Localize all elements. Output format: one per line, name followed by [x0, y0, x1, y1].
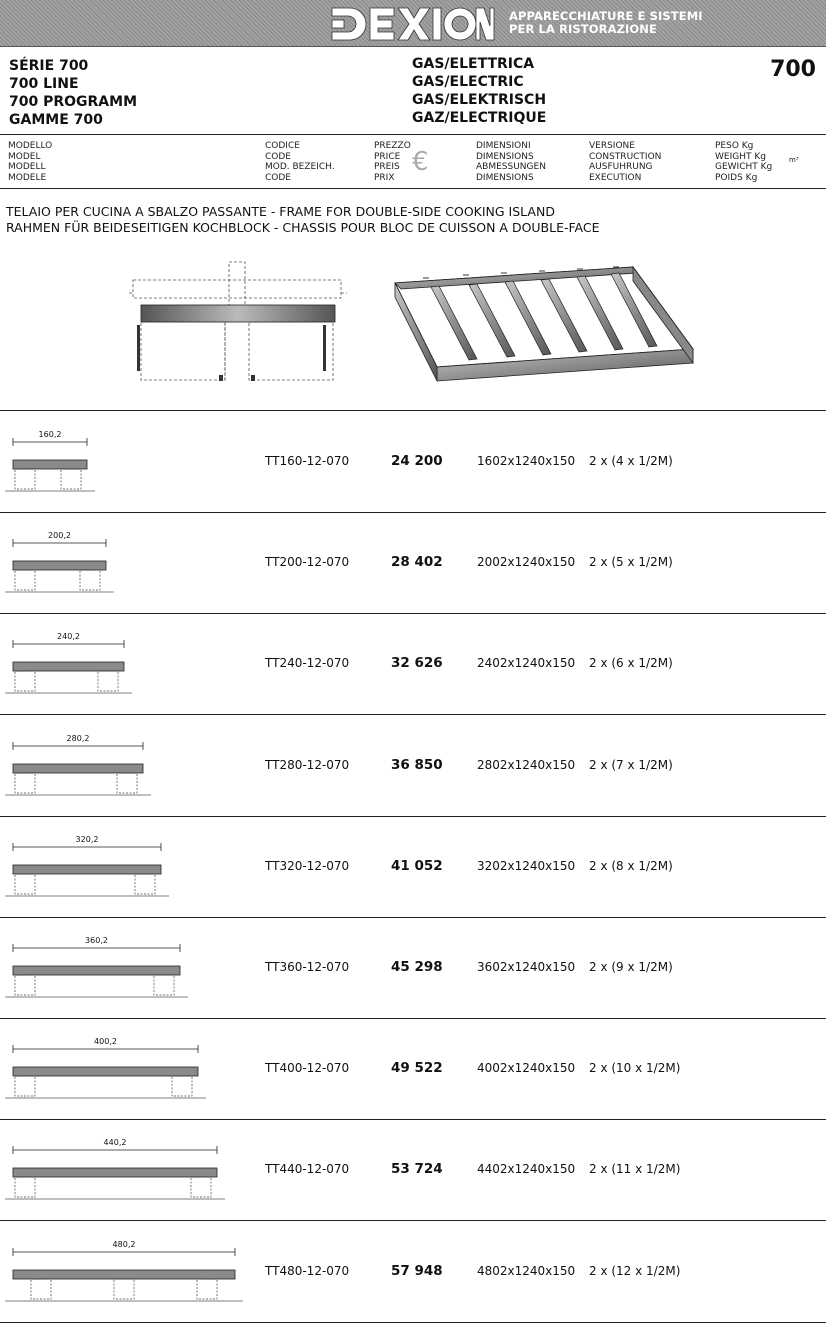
- series-name: SÉRIE 700: [9, 58, 89, 74]
- product-code: TT400-12-070: [265, 1061, 350, 1076]
- cabinet-outline: [15, 874, 35, 894]
- column-label: ABMESSUNGEN: [476, 162, 546, 172]
- frame-length-sketch: [0, 512, 260, 612]
- column-price: [374, 141, 411, 183]
- product-code: TT240-12-070: [265, 656, 350, 671]
- product-dimensions: 4402x1240x150: [477, 1162, 576, 1177]
- product-dimensions: 2402x1240x150: [477, 656, 576, 671]
- frame-length-label: 440,2: [103, 1138, 127, 1148]
- series-type: GAS/ELEKTRISCH: [412, 92, 547, 108]
- cabinet-outline: [135, 874, 155, 894]
- product-price: 53 724: [391, 1161, 443, 1178]
- column-code: [265, 141, 335, 183]
- frame-isometric-illustration: [393, 263, 695, 387]
- section-title: [6, 204, 600, 236]
- product-dimensions: 2802x1240x150: [477, 757, 576, 772]
- cabinet-outline: [117, 773, 137, 793]
- column-label: DIMENSIONS: [476, 151, 534, 162]
- column-label: PRIX: [374, 172, 395, 183]
- series-name: GAMME 700: [9, 112, 103, 128]
- euro-icon: €: [412, 147, 429, 177]
- frame-length-sketch: [0, 613, 260, 713]
- column-label: DIMENSIONI: [476, 141, 531, 151]
- product-code: TT440-12-070: [265, 1162, 350, 1177]
- product-execution: 2 x (10 x 1/2M): [589, 1061, 681, 1076]
- column-label: PREIS: [374, 162, 400, 172]
- product-code: TT160-12-070: [265, 454, 350, 468]
- column-dimensions: [476, 141, 546, 183]
- series-name: 700 PROGRAMM: [9, 94, 138, 110]
- column-label: GEWICHT Kg: [715, 162, 773, 172]
- frame-bar: [13, 561, 106, 570]
- column-label: VERSIONE: [589, 141, 635, 151]
- product-execution: 2 x (5 x 1/2M): [589, 555, 673, 570]
- series-type: GAZ/ELECTRIQUE: [412, 110, 547, 126]
- cabinet-outline: [172, 1076, 192, 1096]
- frame-length-label: 160,2: [38, 430, 62, 439]
- frame-bar: [13, 764, 143, 773]
- column-label: MODEL: [8, 151, 41, 162]
- brand-header: [0, 0, 826, 47]
- cabinet-outline: [191, 1177, 211, 1197]
- cabinet-outline: [15, 570, 35, 590]
- product-row: [0, 715, 826, 817]
- product-row: [0, 613, 826, 715]
- frame-bar: [13, 1067, 198, 1076]
- frame-bar: [13, 1270, 235, 1279]
- product-dimensions: 4802x1240x150: [477, 1263, 576, 1278]
- product-row: [0, 917, 826, 1019]
- cabinet-outline: [61, 469, 81, 489]
- product-price: 41 052: [391, 857, 443, 874]
- frame-length-sketch: [0, 816, 260, 916]
- series-name: 700 LINE: [9, 76, 79, 92]
- cabinet-outline: [154, 975, 174, 995]
- column-label: PREZZO: [374, 141, 411, 151]
- frame-bar: [13, 1168, 217, 1177]
- frame-length-sketch: [0, 1018, 260, 1118]
- column-label: CODICE: [265, 141, 300, 151]
- product-price: 24 200: [391, 453, 443, 469]
- column-label: CODE: [265, 172, 291, 183]
- frame-length-sketch: [0, 917, 260, 1017]
- column-label: MODELLO: [8, 141, 53, 151]
- column-label: DIMENSIONS: [476, 172, 534, 183]
- cabinet-outline: [80, 570, 100, 590]
- cabinet-outline: [15, 1076, 35, 1096]
- column-version: [589, 141, 661, 183]
- column-label: WEIGHT Kg: [715, 151, 766, 162]
- frame-bar: [13, 460, 87, 469]
- product-row: [0, 1119, 826, 1221]
- column-label: PESO Kg: [715, 141, 754, 151]
- column-label: MODELL: [8, 162, 46, 172]
- product-execution: 2 x (7 x 1/2M): [589, 757, 673, 772]
- frame-length-sketch: [0, 1119, 260, 1219]
- product-row: [0, 512, 826, 614]
- product-row: [0, 816, 826, 918]
- cabinet-outline: [98, 671, 118, 691]
- product-code: TT280-12-070: [265, 757, 350, 772]
- frame-bar: [13, 662, 124, 671]
- frame-front-view-illustration: [127, 259, 349, 385]
- series-type: GAS/ELECTRIC: [412, 74, 524, 90]
- product-execution: 2 x (12 x 1/2M): [589, 1263, 681, 1278]
- product-code: TT320-12-070: [265, 858, 350, 873]
- frame-length-label: 240,2: [57, 632, 80, 642]
- product-execution: 2 x (4 x 1/2M): [589, 454, 673, 468]
- product-dimensions: 3602x1240x150: [477, 960, 576, 974]
- product-dimensions: 3202x1240x150: [477, 858, 576, 873]
- frame-bar: [13, 966, 180, 975]
- product-row: [0, 1221, 826, 1323]
- product-dimensions: 2002x1240x150: [477, 555, 576, 570]
- section-title-line: RAHMEN FÜR BEIDESEITIGEN KOCHBLOCK - CHASSIS POUR BLOC DE CUISSON A DOUBLE-FACE: [6, 220, 600, 235]
- product-execution: 2 x (8 x 1/2M): [589, 858, 673, 873]
- product-price: 57 948: [391, 1262, 443, 1279]
- product-code: TT200-12-070: [265, 555, 350, 570]
- series-header: [0, 47, 826, 135]
- cabinet-outline: [15, 975, 35, 995]
- brand-tagline: [509, 10, 703, 36]
- frame-length-label: 320,2: [75, 834, 99, 844]
- frame-length-sketch: [0, 411, 260, 511]
- column-weight: [715, 141, 772, 183]
- dexion-logo: [328, 6, 498, 42]
- cabinet-outline: [15, 469, 35, 489]
- frame-length-label: 400,2: [94, 1037, 117, 1047]
- frame-length-label: 360,2: [85, 936, 108, 945]
- cabinet-outline: [15, 1177, 35, 1197]
- product-dimensions: 1602x1240x150: [477, 454, 576, 468]
- frame-length-sketch: [0, 715, 260, 815]
- cabinet-outline: [31, 1279, 51, 1299]
- column-label: MODELE: [8, 172, 47, 183]
- product-execution: 2 x (11 x 1/2M): [589, 1162, 681, 1177]
- product-price: 45 298: [391, 959, 443, 975]
- series-type: GAS/ELETTRICA: [412, 56, 535, 72]
- series-number: 700: [770, 57, 816, 82]
- frame-length-label: 480,2: [112, 1239, 136, 1249]
- product-price: 36 850: [391, 756, 443, 773]
- series-names: [9, 57, 137, 129]
- series-types: [412, 55, 546, 127]
- frame-length-sketch: [0, 1221, 260, 1321]
- column-header: [0, 135, 826, 189]
- tagline-line: PER LA RISTORAZIONE: [509, 22, 657, 36]
- cabinet-outline: [15, 773, 35, 793]
- volume-unit: m³: [789, 156, 799, 164]
- product-price: 49 522: [391, 1060, 443, 1077]
- product-code: TT360-12-070: [265, 960, 350, 974]
- cabinet-outline: [15, 671, 35, 691]
- cabinet-outline: [114, 1279, 134, 1299]
- frame-bar: [13, 865, 161, 874]
- frame-length-label: 280,2: [66, 733, 90, 743]
- column-label: MOD. BEZEICH.: [265, 162, 335, 172]
- column-label: PRICE: [374, 151, 401, 162]
- product-code: TT480-12-070: [265, 1263, 350, 1278]
- product-row: [0, 1018, 826, 1120]
- product-execution: 2 x (6 x 1/2M): [589, 656, 673, 671]
- column-label: AUSFUHRUNG: [589, 162, 653, 172]
- section-title-line: TELAIO PER CUCINA A SBALZO PASSANTE - FRAME FOR DOUBLE-SIDE COOKING ISLAND: [6, 204, 555, 219]
- column-model: [8, 141, 52, 183]
- product-execution: 2 x (9 x 1/2M): [589, 960, 673, 974]
- column-label: EXECUTION: [589, 172, 642, 183]
- column-label: CODE: [265, 151, 291, 162]
- product-row: [0, 411, 826, 513]
- cabinet-outline: [197, 1279, 217, 1299]
- column-label: POIDS Kg: [715, 172, 758, 183]
- column-label: CONSTRUCTION: [589, 151, 662, 162]
- product-dimensions: 4002x1240x150: [477, 1061, 576, 1076]
- tagline-line: APPARECCHIATURE E SISTEMI: [509, 9, 703, 23]
- product-price: 32 626: [391, 655, 443, 672]
- product-price: 28 402: [391, 554, 443, 571]
- frame-length-label: 200,2: [48, 531, 71, 541]
